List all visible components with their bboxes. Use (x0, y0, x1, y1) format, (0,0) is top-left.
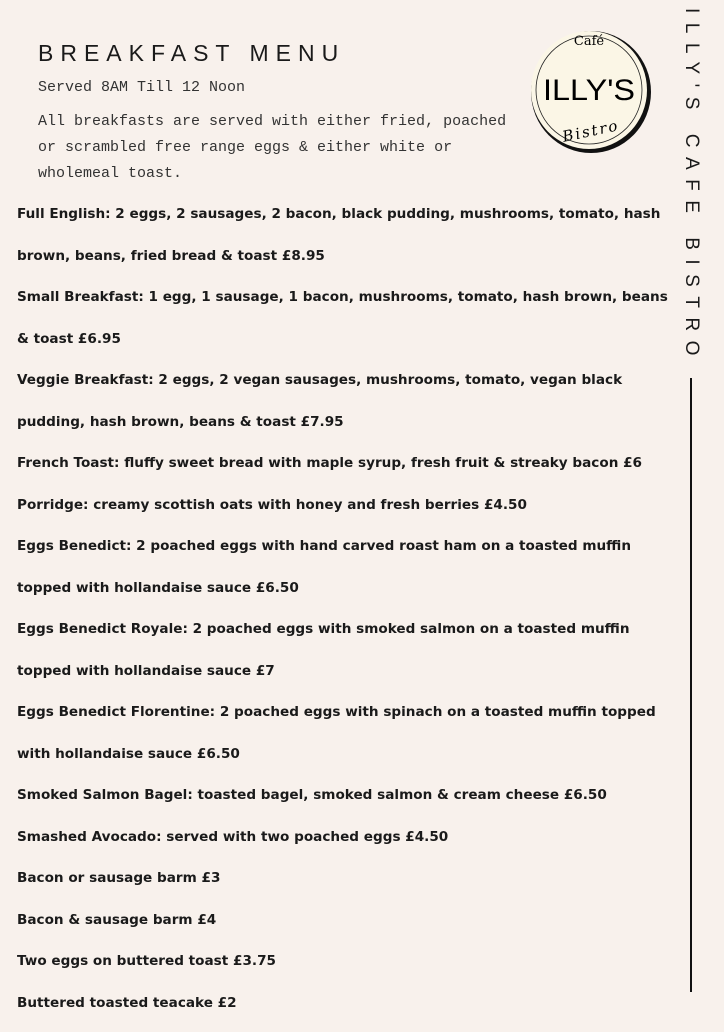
menu-item-line: Bacon or sausage barm £3 (17, 866, 667, 908)
side-divider (690, 378, 692, 992)
logo-bistro-text: Bistro (560, 116, 621, 146)
menu-item-line: Full English: 2 eggs, 2 sausages, 2 bacon, black pudding, mushrooms, tomato, hash (17, 202, 667, 244)
intro-text: All breakfasts are served with either fried, poached or scrambled free range eggs & either white or wholemeal toast. (38, 109, 518, 187)
menu-item (17, 617, 667, 700)
menu-item (17, 534, 667, 617)
menu-item-line: French Toast: fluffy sweet bread with maple syrup, fresh fruit & streaky bacon £6 (17, 451, 667, 493)
menu-items (17, 202, 667, 1032)
illys-logo (527, 28, 653, 154)
menu-item-line: Small Breakfast: 1 egg, 1 sausage, 1 bacon, mushrooms, tomato, hash brown, beans (17, 285, 667, 327)
serving-hours: Served 8AM Till 12 Noon (38, 79, 245, 96)
menu-title: BREAKFAST MENU (38, 40, 345, 67)
menu-item-line: Buttered toasted teacake £2 (17, 991, 667, 1032)
menu-item (17, 866, 667, 908)
side-title: ILLY'S CAFE BISTRO (680, 8, 702, 365)
menu-item-line: brown, beans, fried bread & toast £8.95 (17, 244, 667, 286)
menu-item-line: & toast £6.95 (17, 327, 667, 369)
menu-item-line: Smoked Salmon Bagel: toasted bagel, smoked salmon & cream cheese £6.50 (17, 783, 667, 825)
menu-item-line: Porridge: creamy scottish oats with honey and fresh berries £4.50 (17, 493, 667, 535)
logo-name-text: ILLY'S (543, 74, 635, 107)
menu-item (17, 991, 667, 1032)
menu-item (17, 949, 667, 991)
menu-item-line: with hollandaise sauce £6.50 (17, 742, 667, 784)
menu-item (17, 493, 667, 535)
menu-item-line: topped with hollandaise sauce £7 (17, 659, 667, 701)
logo-cafe-text: Café (574, 34, 605, 49)
menu-item (17, 825, 667, 867)
menu-item (17, 783, 667, 825)
menu-item-line: Two eggs on buttered toast £3.75 (17, 949, 667, 991)
menu-item-line: Eggs Benedict Florentine: 2 poached eggs with spinach on a toasted muffin topped (17, 700, 667, 742)
menu-item (17, 368, 667, 451)
menu-item-line: Eggs Benedict Royale: 2 poached eggs with smoked salmon on a toasted muffin (17, 617, 667, 659)
menu-item (17, 285, 667, 368)
menu-item (17, 908, 667, 950)
menu-item-line: Bacon & sausage barm £4 (17, 908, 667, 950)
menu-item (17, 700, 667, 783)
menu-item-line: Eggs Benedict: 2 poached eggs with hand carved roast ham on a toasted muffin (17, 534, 667, 576)
menu-item-line: Smashed Avocado: served with two poached eggs £4.50 (17, 825, 667, 867)
menu-item (17, 451, 667, 493)
menu-item-line: topped with hollandaise sauce £6.50 (17, 576, 667, 618)
menu-item-line: pudding, hash brown, beans & toast £7.95 (17, 410, 667, 452)
menu-item-line: Veggie Breakfast: 2 eggs, 2 vegan sausages, mushrooms, tomato, vegan black (17, 368, 667, 410)
menu-item (17, 202, 667, 285)
